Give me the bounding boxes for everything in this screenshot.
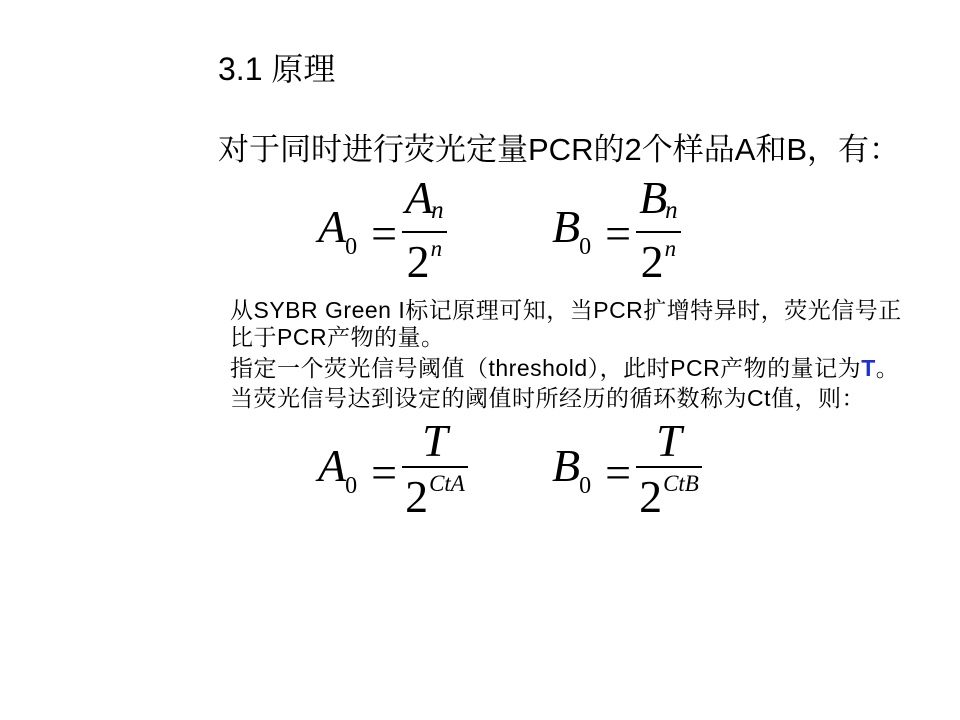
fraction [402, 415, 468, 527]
denominator-base: 2 [406, 236, 430, 287]
numerator-symbol: T [656, 415, 682, 466]
numerator [653, 415, 685, 466]
lhs-symbol: B [552, 201, 581, 252]
lhs-subscript: 0 [579, 234, 592, 260]
numerator-symbol: A [405, 172, 434, 223]
formula-lhs [552, 440, 592, 499]
numerator [419, 415, 451, 466]
equals-sign: = [371, 208, 398, 259]
formula-a0-from-ct [318, 415, 468, 527]
equals-sign: = [605, 447, 632, 498]
formula-lhs [318, 440, 358, 499]
denominator-base: 2 [639, 471, 663, 522]
numerator-subscript: n [431, 197, 444, 224]
fraction [636, 415, 702, 527]
threshold-line [230, 355, 899, 381]
fraction-bar [402, 466, 468, 468]
lhs-subscript: 0 [345, 234, 358, 260]
equals-sign: = [371, 447, 398, 498]
numerator [636, 172, 681, 228]
lhs-symbol: A [318, 201, 347, 252]
denominator [402, 471, 468, 527]
threshold-text: 指定一个荧光信号阈值（threshold），此时PCR产物的量记为 [230, 355, 862, 381]
lhs-subscript: 0 [345, 473, 358, 499]
denominator-base: 2 [640, 236, 664, 287]
denominator-base: 2 [405, 471, 429, 522]
paragraph-line: 比于PCR产物的量。 [230, 324, 445, 350]
fraction-bar [636, 231, 681, 233]
denominator [636, 471, 702, 527]
formula-b0-from-ct [552, 415, 702, 527]
formula-a0-from-an [318, 172, 447, 292]
numerator [402, 172, 447, 228]
denominator [404, 236, 446, 292]
slide-title: 3.1 原理 [218, 51, 336, 87]
paragraph-line: 从SYBR Green I标记原理可知，当PCR扩增特异时，荧光信号正 [230, 297, 902, 323]
fraction [402, 172, 447, 292]
intro-line: 对于同时进行荧光定量PCR的2个样品A和B，有： [218, 132, 901, 167]
formula-lhs [552, 201, 592, 260]
numerator-symbol: T [422, 415, 448, 466]
denominator-exponent: n [664, 236, 677, 261]
formula-lhs [318, 201, 358, 260]
numerator-symbol: B [639, 172, 668, 223]
lhs-symbol: B [552, 440, 581, 491]
equals-sign: = [605, 208, 632, 259]
threshold-end: 。 [875, 355, 900, 381]
fraction [636, 172, 681, 292]
formula-b0-from-bn [552, 172, 681, 292]
ct-line: 当荧光信号达到设定的阈值时所经历的循环数称为Ct值，则： [230, 385, 865, 411]
lhs-subscript: 0 [579, 473, 592, 499]
denominator-exponent: CtB [663, 471, 699, 496]
denominator-exponent: CtA [429, 471, 465, 496]
numerator-subscript: n [665, 197, 678, 224]
denominator [638, 236, 680, 292]
lhs-symbol: A [318, 440, 347, 491]
threshold-symbol: T [861, 355, 876, 381]
fraction-bar [636, 466, 702, 468]
denominator-exponent: n [430, 236, 443, 261]
fraction-bar [402, 231, 447, 233]
